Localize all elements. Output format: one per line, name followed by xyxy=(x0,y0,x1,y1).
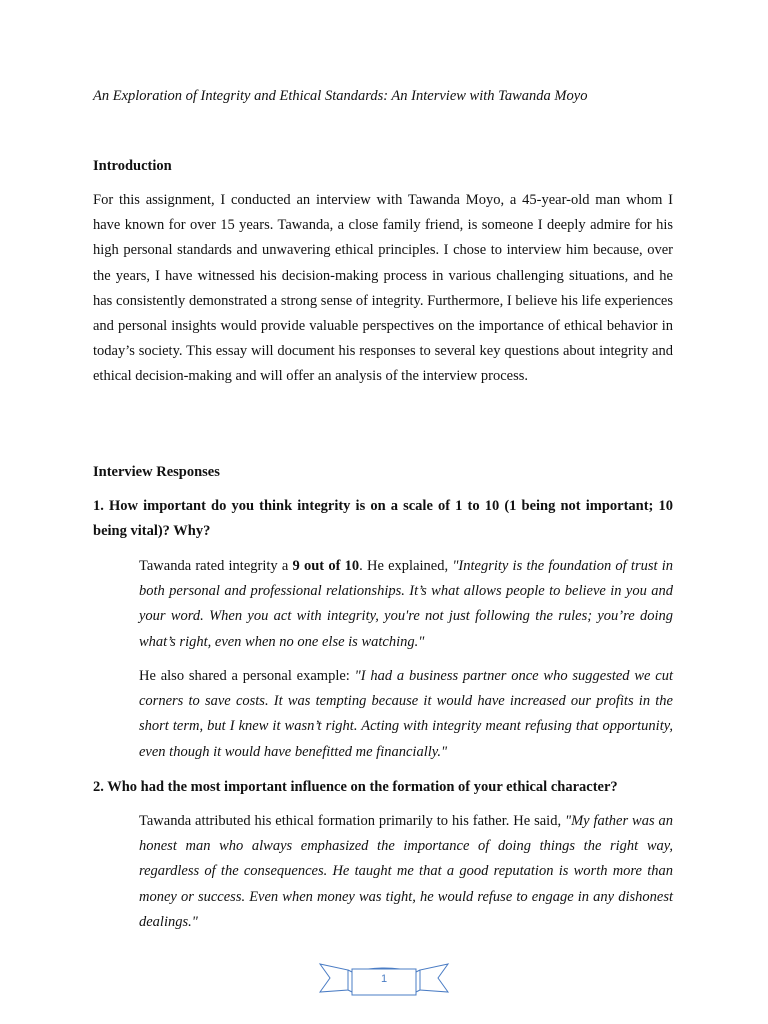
answer-2-quote: "My father was an honest man who always emphasized the importance of doing things the right way, regardless of the consequences. He taught me that a good reputation is worth more than money or success. Even when money was tight, he would refuse to engage in any dishonest dealings." xyxy=(139,813,673,930)
answer-1-mid: . He explained, xyxy=(359,558,453,574)
answer-1-lead: Tawanda rated integrity a xyxy=(139,558,293,574)
answer-2-paragraph-1 xyxy=(139,809,673,935)
question-2: 2. Who had the most important influence on the formation of your ethical character? xyxy=(93,779,618,795)
introduction-paragraph: For this assignment, I conducted an interview with Tawanda Moyo, a 45-year-old man whom I have known for over 15 years. Tawanda, a close family friend, is someone I deeply admire for his high personal standards and unwavering ethical principles. I chose to interview him because, over the years, I have witnessed his decision-making process in various challenging situations, and he has consistently demonstrated a strong sense of integrity. Furthermore, I believe his life experiences and personal insights would provide valuable perspectives on the importance of ethical behavior in today’s society. This essay will document his responses to several key questions about integrity and ethical decision-making and will offer an analysis of the interview process. xyxy=(93,192,673,385)
page-number: 1 xyxy=(380,973,388,985)
introduction-heading: Introduction xyxy=(93,158,172,174)
page-footer xyxy=(318,961,450,1001)
answer-2-lead: Tawanda attributed his ethical formation primarily to his father. He said, xyxy=(139,813,565,829)
question-1: 1. How important do you think integrity is on a scale of 1 to 10 (1 being not important; 10 being vital)? Why? xyxy=(93,498,673,540)
interview-responses-heading: Interview Responses xyxy=(93,464,220,480)
integrity-rating: 9 out of 10 xyxy=(292,558,360,574)
answer-1-example-lead: He also shared a personal example: xyxy=(139,668,355,684)
answer-1-quote: "Integrity is the foundation of trust in both personal and professional relationships. It’s what allows people to believe in you and your word. When you act with integrity, you're not just following the rules; you’re doing what’s right, even when no one else is watching." xyxy=(139,558,674,650)
answer-1-paragraph-1 xyxy=(139,554,673,655)
answer-1-paragraph-2 xyxy=(139,664,673,765)
answer-1-example-quote: "I had a business partner once who suggested we cut corners to save costs. It was tempting because it would have increased our profits in the short term, but I knew it wasn’t right. Acting with integrity meant refusing that opportunity, even though it would have benefitted me financially." xyxy=(139,668,673,760)
document-title: An Exploration of Integrity and Ethical Standards: An Interview with Tawanda Moyo xyxy=(93,88,588,104)
